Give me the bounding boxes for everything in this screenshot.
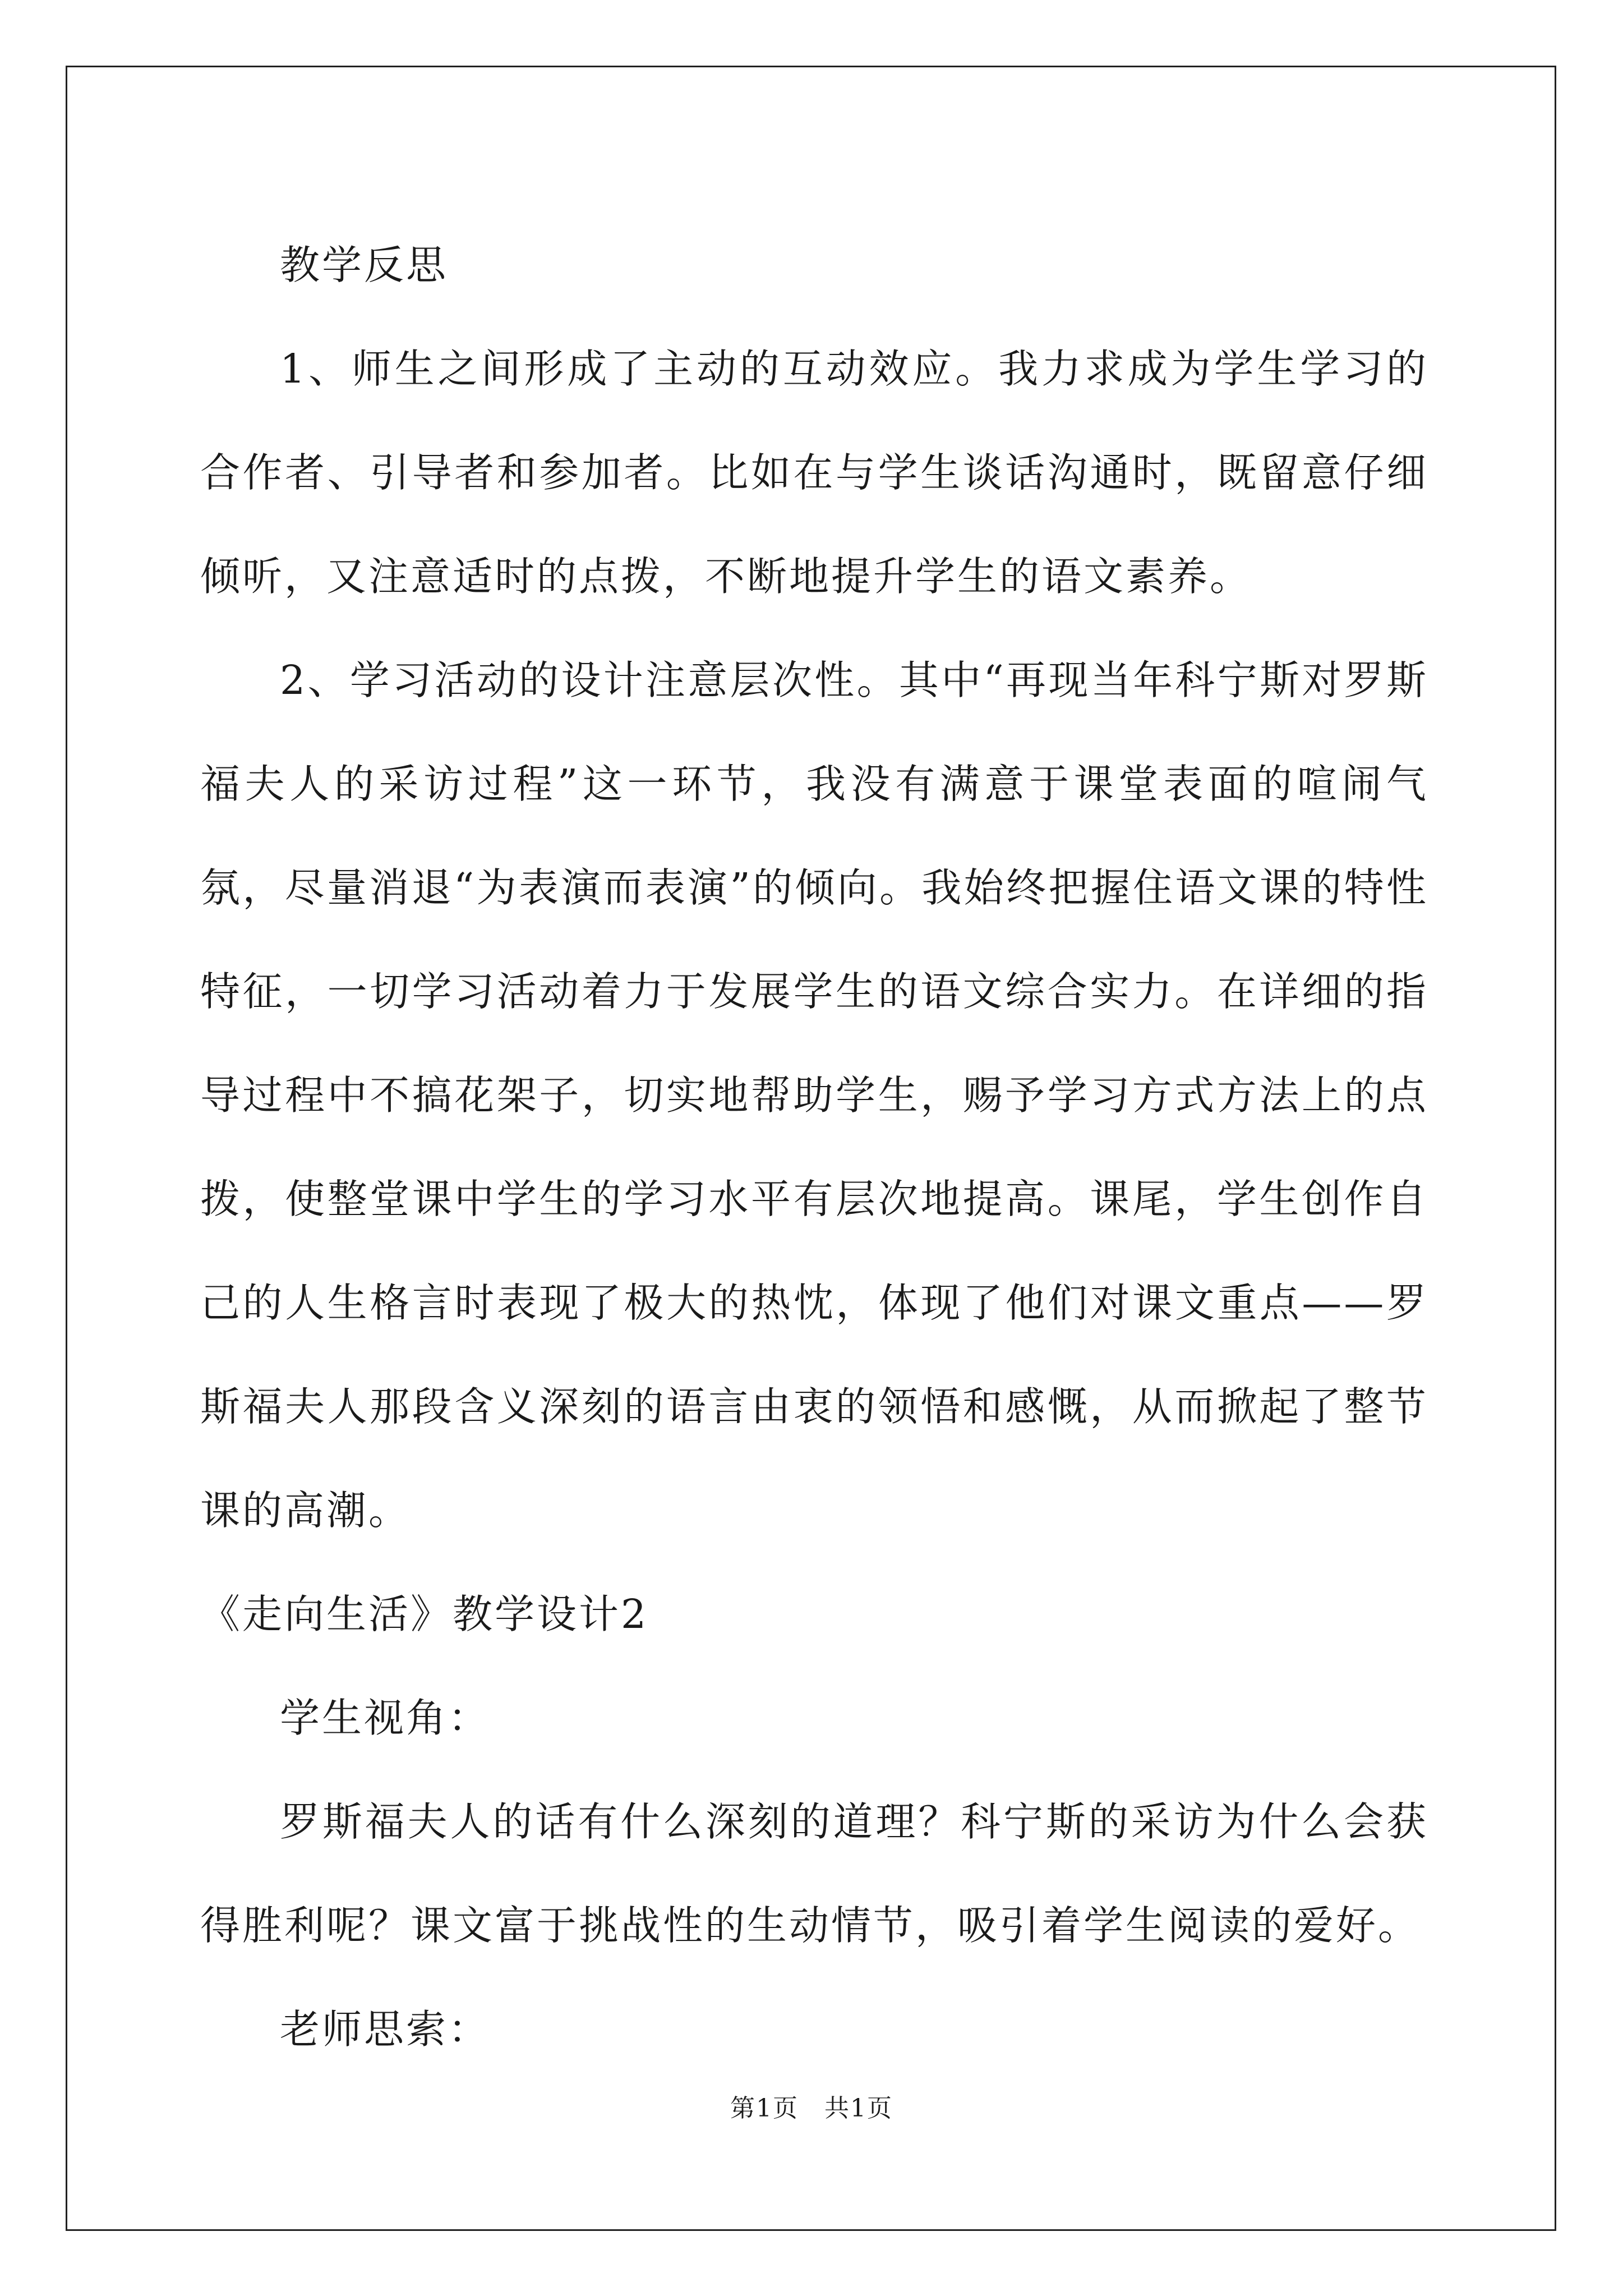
page-number-footer: 第1页 共1页 [730,2094,893,2123]
paragraph-activity-design: 2、学习活动的设计注意层次性。其中“再现当年科宁斯对罗斯福夫人的采访过程”这一环节，我没有满意于课堂表面的喧闹气氛，尽量消退“为表演而表演”的倾向。我始终把握住语文课的特性特征，一切学习活动着力于发展学生的语文综合实力。在详细的指导过程中不搞花架子，切实地帮助学生，赐予学习方式方法上的点拨，使整堂课中学生的学习水平有层次地提高。课尾，学生创作自己的人生格言时表现了极大的热忱，体现了他们对课文重点——罗斯福夫人那段含义深刻的语言由衷的领悟和感慨，从而掀起了整节课的高潮。 [200,657,1428,1534]
section-heading-student-view: 学生视角： [280,1695,491,1741]
paragraph-student-questions: 罗斯福夫人的话有什么深刻的道理？科宁斯的采访为什么会获得胜利呢？课文富于挑战性的生动情节，吸引着学生阅读的爱好。 [200,1798,1428,1949]
section-heading-teacher-thoughts: 老师思索： [280,2006,491,2053]
document-body [200,213,1428,2081]
document-title-design-2: 《走向生活》教学设计2 [200,1591,649,1637]
section-heading-reflection: 教学反思 [280,242,449,288]
paragraph-interaction: 1、师生之间形成了主动的互动效应。我力求成为学生学习的合作者、引导者和参加者。比如在与学生谈话沟通时，既留意仔细倾听，又注意适时的点拨，不断地提升学生的语文素养。 [200,346,1428,600]
